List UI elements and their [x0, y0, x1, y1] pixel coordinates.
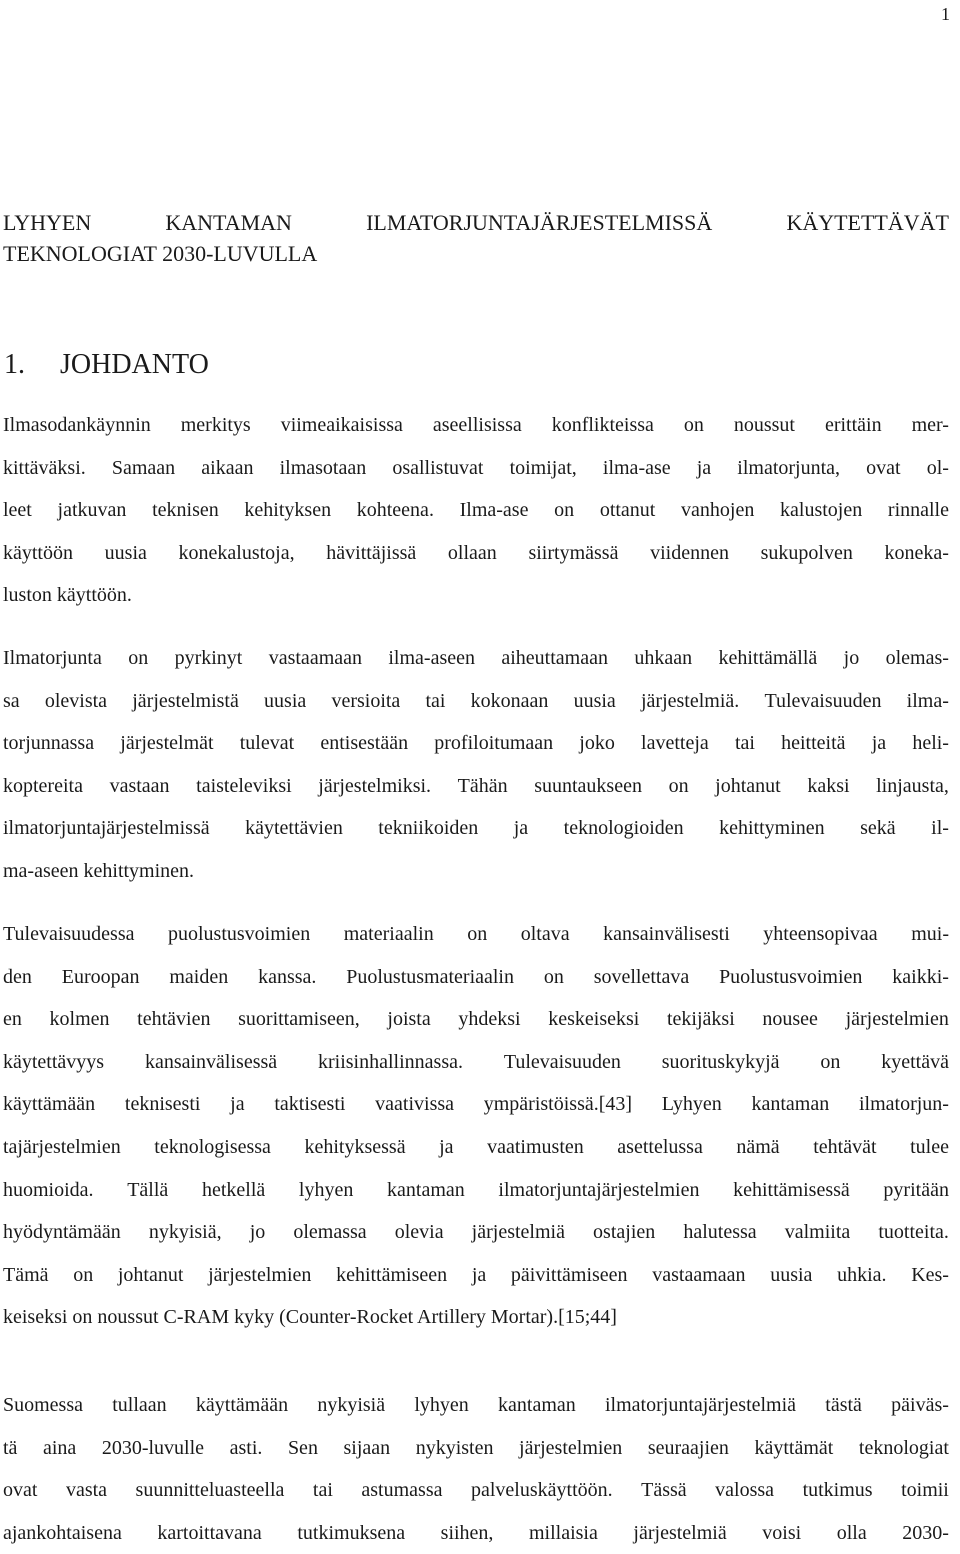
- word: ovat: [866, 456, 901, 479]
- word: oltava: [520, 923, 570, 945]
- text-line: keiseksi on noussut C-RAM kyky (Counter-Rocket Artillery Mortar).[15;44]: [3, 1306, 617, 1329]
- word: nykyisiä: [317, 1394, 386, 1416]
- word: pyritään: [883, 1178, 949, 1201]
- word: versioita: [331, 689, 401, 712]
- word: ja: [439, 1135, 454, 1158]
- word: halutessa: [683, 1221, 757, 1244]
- word: uhkaan: [634, 647, 693, 669]
- word: uusia: [573, 689, 616, 712]
- word: tä: [3, 1436, 18, 1459]
- word: ostajien: [593, 1221, 656, 1244]
- word: ja: [513, 817, 529, 840]
- word: ilma-aseen: [388, 647, 475, 669]
- word: uusia: [104, 541, 147, 564]
- word: asettelussa: [617, 1135, 703, 1158]
- word: maiden: [169, 965, 229, 988]
- word: kehityksen: [244, 499, 332, 522]
- word: on: [668, 774, 689, 797]
- word: noussut: [733, 414, 795, 436]
- word: nykyisten: [415, 1436, 494, 1459]
- word: merkitys: [180, 414, 251, 436]
- word: Ilmasodankäynnin: [3, 414, 151, 436]
- word: järjestelmiksi.: [318, 774, 432, 797]
- word: 2030-luvulle: [101, 1436, 205, 1459]
- word: tekijäksi: [666, 1008, 735, 1031]
- text-line: [3, 998, 949, 1041]
- word: on: [73, 1263, 94, 1286]
- word: kehittämisessä: [733, 1178, 850, 1201]
- word: valossa: [715, 1479, 775, 1502]
- word: järjestelmiä.: [640, 689, 740, 712]
- word: tajärjestelmien: [3, 1135, 121, 1158]
- section-number: 1.: [4, 349, 25, 380]
- title-word: LYHYEN: [3, 210, 92, 235]
- word: järjestelmät: [120, 732, 214, 755]
- word: millaisia: [528, 1521, 598, 1544]
- paragraph-2: [3, 637, 949, 893]
- word: teknisen: [152, 499, 219, 522]
- word: materiaalin: [343, 923, 434, 945]
- word: teknologisessa: [154, 1135, 271, 1158]
- word: on: [543, 965, 564, 988]
- word: vaativissa: [375, 1093, 455, 1116]
- text-line: [3, 1083, 949, 1126]
- word: ilmatorjunta,: [737, 456, 841, 479]
- word: ympäristöissä.[43]: [483, 1093, 633, 1116]
- word: koneka-: [884, 541, 949, 564]
- text-line: [3, 532, 949, 575]
- text-line: [3, 1041, 949, 1084]
- word: ja: [696, 456, 712, 479]
- text-line: [3, 1512, 949, 1554]
- word: ottanut: [599, 499, 656, 522]
- word: lavetteja: [641, 732, 709, 755]
- word: entisestään: [320, 732, 409, 755]
- word: teknisesti: [124, 1093, 201, 1116]
- word: suuntaukseen: [534, 774, 642, 797]
- text-line: [3, 807, 949, 850]
- word: il-: [931, 817, 949, 840]
- word: asti.: [229, 1436, 263, 1459]
- word: ja: [471, 1263, 487, 1286]
- word: palveluskäyttöön.: [470, 1479, 613, 1502]
- word: siirtymässä: [528, 541, 619, 564]
- word: kokonaan: [470, 689, 549, 712]
- text-line: [3, 913, 949, 956]
- word: tutkimuksena: [297, 1521, 406, 1544]
- word: järjestelmiä: [471, 1221, 565, 1244]
- word: hävittäjissä: [326, 541, 417, 564]
- word: jo: [843, 647, 860, 669]
- word: tai: [734, 732, 755, 755]
- word: Puolustusmateriaalin: [346, 965, 514, 988]
- word: vaatimusten: [487, 1135, 584, 1158]
- text-line: [3, 1169, 949, 1212]
- word: jatkuvan: [57, 499, 127, 522]
- word: uusia: [770, 1263, 813, 1286]
- page-number: 1: [941, 4, 950, 24]
- word: on: [820, 1050, 841, 1073]
- text-line: [3, 447, 949, 490]
- word: kittäväksi.: [3, 456, 86, 479]
- word: olevia: [394, 1221, 444, 1244]
- word: torjunnassa: [3, 732, 95, 755]
- word: uusia: [264, 689, 307, 712]
- word: Tällä: [127, 1178, 169, 1201]
- word: viidennen: [650, 541, 729, 564]
- word: kantaman: [751, 1093, 830, 1116]
- text-line: [3, 1427, 949, 1470]
- word: aseellisissa: [432, 414, 522, 436]
- document-title: [3, 207, 949, 269]
- text-line: [3, 680, 949, 723]
- word: ol-: [926, 456, 949, 479]
- word: yhteensopivaa: [763, 923, 878, 945]
- word: on: [683, 414, 704, 436]
- word: en: [3, 1008, 22, 1031]
- word: kanssa.: [258, 965, 317, 988]
- title-word: KÄYTETTÄVÄT: [786, 210, 949, 235]
- title-word: KANTAMAN: [165, 210, 292, 235]
- word: kehittyminen: [719, 817, 825, 840]
- word: vanhojen: [681, 499, 755, 522]
- word: tulevat: [239, 732, 295, 755]
- section-heading: [4, 348, 209, 382]
- word: suorituskykyjä: [661, 1050, 780, 1073]
- word: sukupolven: [760, 541, 853, 564]
- word: Ilmatorjunta: [3, 647, 102, 669]
- text-line: [3, 1469, 949, 1512]
- word: Samaan: [111, 456, 176, 479]
- word: Euroopan: [61, 965, 140, 988]
- word: Sen: [287, 1436, 318, 1459]
- word: ajankohtaisena: [3, 1521, 122, 1544]
- word: yhdeksi: [458, 1008, 521, 1031]
- word: olla: [836, 1521, 867, 1544]
- word: joista: [387, 1008, 431, 1031]
- word: vastaamaan: [268, 647, 362, 669]
- word: ja: [230, 1093, 245, 1116]
- word: olemassa: [293, 1221, 367, 1244]
- word: käyttämään: [195, 1394, 289, 1416]
- word: Ilma-ase: [459, 499, 529, 522]
- paragraph-4: [3, 1384, 949, 1554]
- word: voisi: [762, 1521, 802, 1544]
- word: olevista: [44, 689, 108, 712]
- word: suorittamiseen,: [238, 1008, 360, 1031]
- word: suunnitteluasteella: [135, 1479, 285, 1502]
- text-line: [3, 722, 949, 765]
- word: ilmasotaan: [279, 456, 367, 479]
- word: puolustusvoimien: [168, 923, 311, 945]
- word: johtanut: [715, 774, 781, 797]
- word: järjestelmistä: [132, 689, 239, 712]
- word: ilma-: [906, 689, 949, 712]
- word: linjausta,: [876, 774, 949, 797]
- word: tehtävien: [137, 1008, 211, 1031]
- word: jo: [249, 1221, 266, 1244]
- word: osallistuvat: [392, 456, 484, 479]
- section-title: JOHDANTO: [60, 349, 209, 380]
- word: sekä: [860, 817, 896, 840]
- word: päivittämiseen: [510, 1263, 628, 1286]
- text-line: [3, 489, 949, 532]
- word: Puolustusvoimien: [719, 965, 863, 988]
- word: teknologiat: [858, 1436, 949, 1459]
- word: ilmatorjuntajärjestelmien: [498, 1178, 700, 1201]
- word: heli-: [912, 732, 949, 755]
- word: ja: [871, 732, 887, 755]
- word: kaikki-: [892, 965, 949, 988]
- text-line: [3, 765, 949, 808]
- word: mer-: [911, 414, 949, 436]
- word: käyttämään: [3, 1093, 96, 1116]
- word: kartoittavana: [157, 1521, 262, 1544]
- word: tehtävät: [813, 1135, 877, 1158]
- word: ilma-ase: [602, 456, 671, 479]
- word: vasta: [65, 1479, 108, 1502]
- word: järjestelmien: [519, 1436, 623, 1459]
- word: mui-: [911, 923, 949, 945]
- text-line: [3, 1254, 949, 1297]
- word: tullaan: [112, 1394, 167, 1416]
- word: sa: [3, 689, 20, 712]
- text-line: [3, 1126, 949, 1169]
- word: uhkia.: [837, 1263, 887, 1286]
- word: valmiita: [784, 1221, 851, 1244]
- word: Tähän: [457, 774, 508, 797]
- word: on: [467, 923, 488, 945]
- text-line: [3, 1384, 949, 1427]
- word: kyettävä: [881, 1050, 949, 1073]
- word: kolmen: [49, 1008, 110, 1031]
- word: tulee: [910, 1135, 949, 1158]
- word: kriisinhallinnassa.: [318, 1050, 463, 1073]
- word: käytettävyys: [3, 1050, 105, 1073]
- text-line: ma-aseen kehittyminen.: [3, 859, 195, 882]
- word: aiheuttamaan: [501, 647, 608, 669]
- word: päiväs-: [891, 1394, 949, 1416]
- word: kaksi: [807, 774, 850, 797]
- title-line-2: TEKNOLOGIAT 2030-LUVULLA: [3, 241, 318, 266]
- word: käyttöön: [3, 541, 73, 564]
- word: Tämä: [3, 1263, 49, 1286]
- word: sijaan: [343, 1436, 391, 1459]
- word: toimii: [901, 1479, 949, 1502]
- text-line: [3, 1211, 949, 1254]
- word: tai: [425, 689, 446, 712]
- word: viimeaikaisissa: [280, 414, 403, 436]
- word: astumassa: [361, 1479, 443, 1502]
- word: nämä: [736, 1135, 780, 1158]
- word: keskeiseksi: [548, 1008, 640, 1031]
- word: erittäin: [824, 414, 882, 436]
- word: kehittämällä: [718, 647, 818, 669]
- word: profiloitumaan: [434, 732, 554, 755]
- word: lyhyen: [298, 1178, 354, 1201]
- text-line: [3, 404, 949, 447]
- word: järjestelmien: [845, 1008, 949, 1031]
- word: kalustojen: [780, 499, 863, 522]
- text-line: [3, 637, 949, 680]
- word: käyttämät: [754, 1436, 834, 1459]
- word: kantaman: [387, 1178, 465, 1201]
- word: aikaan: [201, 456, 254, 479]
- word: ovat: [3, 1479, 38, 1502]
- word: taisteleviksi: [196, 774, 292, 797]
- word: Lyhyen: [661, 1093, 722, 1116]
- word: järjestelmiä: [633, 1521, 727, 1544]
- word: pyrkinyt: [174, 647, 243, 669]
- word: joko: [579, 732, 615, 755]
- word: hetkellä: [201, 1178, 266, 1201]
- word: aina: [42, 1436, 77, 1459]
- word: Tulevaisuuden: [764, 689, 882, 712]
- word: nousee: [762, 1008, 818, 1031]
- word: sovellettava: [593, 965, 690, 988]
- word: den: [3, 965, 32, 988]
- word: taktisesti: [274, 1093, 346, 1116]
- paragraph-3: [3, 913, 949, 1339]
- word: olemas-: [885, 647, 949, 669]
- word: 2030-: [902, 1521, 949, 1544]
- word: tästä: [825, 1394, 862, 1416]
- word: Tässä: [641, 1479, 687, 1502]
- word: järjestelmien: [208, 1263, 312, 1286]
- word: ilmatorjuntajärjestelmissä: [3, 817, 210, 840]
- word: toimijat,: [509, 456, 577, 479]
- paragraph-1: [3, 404, 949, 617]
- word: käytettävien: [245, 817, 343, 840]
- word: ilmatorjuntajärjestelmiä: [605, 1394, 797, 1416]
- title-word: ILMATORJUNTAJÄRJESTELMISSÄ: [366, 210, 713, 235]
- word: siihen,: [440, 1521, 494, 1544]
- word: lyhyen: [414, 1394, 469, 1416]
- word: Tulevaisuuden: [503, 1050, 621, 1073]
- word: tutkimus: [802, 1479, 873, 1502]
- word: heitteitä: [781, 732, 846, 755]
- word: rinnalle: [887, 499, 949, 522]
- word: vastaamaan: [652, 1263, 746, 1286]
- word: on: [128, 647, 149, 669]
- word: ilmatorjun-: [858, 1093, 949, 1116]
- word: konflikteissa: [551, 414, 654, 436]
- word: vastaan: [109, 774, 170, 797]
- word: on: [554, 499, 575, 522]
- word: teknologioiden: [563, 817, 684, 840]
- word: kantaman: [498, 1394, 576, 1416]
- word: kansainvälisessä: [144, 1050, 278, 1073]
- word: huomioida.: [3, 1178, 94, 1201]
- text-line: luston käyttöön.: [3, 584, 132, 607]
- word: Tulevaisuudessa: [3, 923, 135, 945]
- word: leet: [3, 499, 32, 522]
- word: tekniikoiden: [378, 817, 479, 840]
- word: konekalustoja,: [178, 541, 295, 564]
- word: kehittämiseen: [336, 1263, 448, 1286]
- word: tai: [312, 1479, 333, 1502]
- word: kansainvälisesti: [603, 923, 730, 945]
- title-line-1: [3, 207, 949, 238]
- word: Suomessa: [3, 1394, 83, 1416]
- word: Kes-: [911, 1263, 949, 1286]
- word: kohteena.: [356, 499, 434, 522]
- word: ollaan: [447, 541, 497, 564]
- word: seuraajien: [647, 1436, 729, 1459]
- word: hyödyntämään: [3, 1221, 121, 1244]
- text-line: [3, 956, 949, 999]
- word: tuotteita.: [878, 1221, 949, 1244]
- word: johtanut: [117, 1263, 184, 1286]
- word: koptereita: [3, 774, 83, 797]
- word: kehityksessä: [304, 1135, 406, 1158]
- word: nykyisiä,: [148, 1221, 222, 1244]
